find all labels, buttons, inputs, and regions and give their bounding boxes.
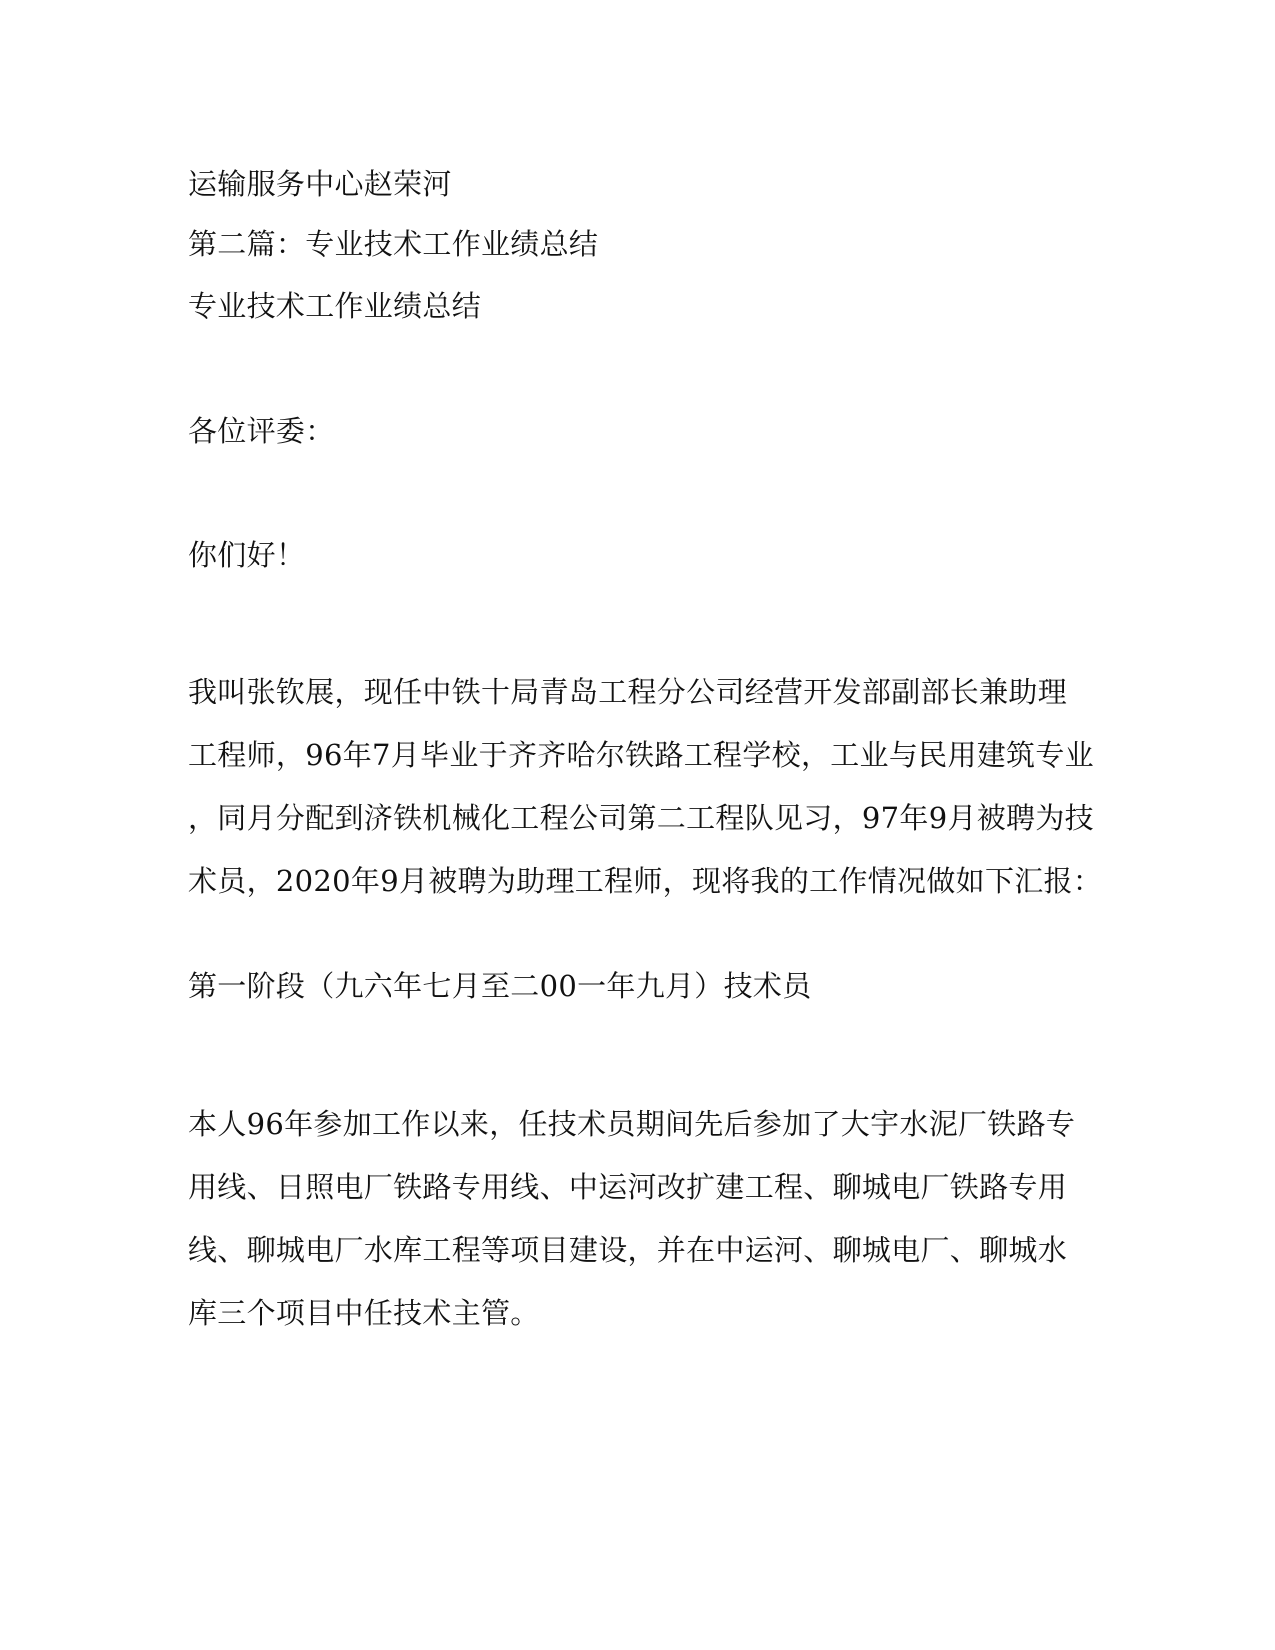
author-line: 运输服务中心赵荣河 <box>188 167 452 201</box>
intro-paragraph <box>188 661 1103 913</box>
stage1-paragraph <box>188 1093 1078 1345</box>
stage1-line: 本人96年参加工作以来，任技术员期间先后参加了大宇水泥厂铁路专 <box>188 1107 1076 1141</box>
salutation: 各位评委： <box>188 414 335 448</box>
intro-line: ，同月分配到济铁机械化工程公司第二工程队见习，97年9月被聘为技 <box>188 801 1094 835</box>
document-title: 专业技术工作业绩总结 <box>188 289 482 323</box>
stage1-heading: 第一阶段（九六年七月至二00一年九月）技术员 <box>188 969 812 1003</box>
intro-line: 术员，2020年9月被聘为助理工程师，现将我的工作情况做如下汇报： <box>188 864 1103 898</box>
stage1-line: 线、聊城电厂水库工程等项目建设，并在中运河、聊城电厂、聊城水 <box>188 1233 1068 1267</box>
stage1-line: 用线、日照电厂铁路专用线、中运河改扩建工程、聊城电厂铁路专用 <box>188 1170 1068 1204</box>
greeting-hello: 你们好！ <box>188 538 306 572</box>
stage1-line: 库三个项目中任技术主管。 <box>188 1296 540 1330</box>
chapter-title: 第二篇：专业技术工作业绩总结 <box>188 227 599 261</box>
intro-line: 我叫张钦展，现任中铁十局青岛工程分公司经营开发部副部长兼助理 <box>188 675 1068 709</box>
intro-line: 工程师，96年7月毕业于齐齐哈尔铁路工程学校，工业与民用建筑专业 <box>188 738 1094 772</box>
